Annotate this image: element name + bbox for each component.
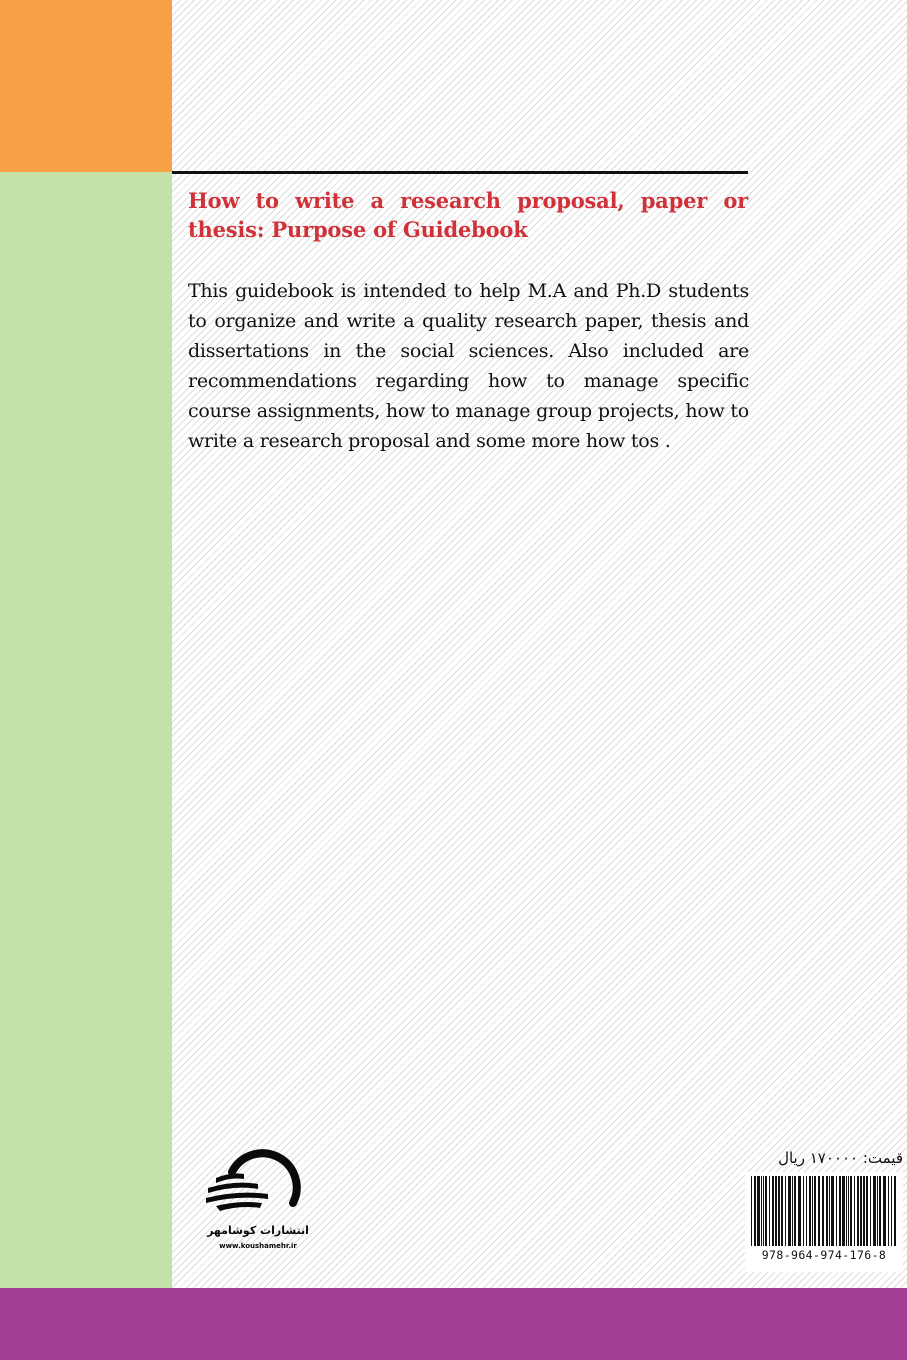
book-description: This guidebook is intended to help M.A and Ph.D students to organize and write a quality research paper, thesis and dissertations in the social sciences. Also included are recommendations regarding how to manage specific course assignments, how to manage group projects, how to write a research proposal and some more how tos . bbox=[188, 280, 749, 452]
barcode-bar bbox=[891, 1176, 892, 1246]
barcode-icon bbox=[749, 1176, 899, 1246]
barcode-bar bbox=[792, 1176, 793, 1246]
barcode-bar bbox=[866, 1176, 868, 1246]
barcode-bar bbox=[818, 1176, 820, 1246]
barcode-bar bbox=[842, 1176, 845, 1246]
barcode-bar bbox=[857, 1176, 859, 1246]
barcode-bar bbox=[848, 1176, 849, 1246]
barcode-bar bbox=[829, 1176, 830, 1246]
barcode-bar bbox=[809, 1176, 811, 1246]
price-label: قیمت: ۱۷۰۰۰۰ ریال bbox=[778, 1149, 903, 1167]
barcode-bar bbox=[877, 1176, 878, 1246]
barcode-bar bbox=[803, 1176, 804, 1246]
header-rule bbox=[172, 171, 748, 174]
barcode-bar bbox=[806, 1176, 807, 1246]
barcode-bar bbox=[775, 1176, 777, 1246]
barcode-bar bbox=[873, 1176, 876, 1246]
barcode-bar bbox=[850, 1176, 852, 1246]
barcode-bar bbox=[839, 1176, 841, 1246]
barcode-bar bbox=[822, 1176, 824, 1246]
barcode-bar bbox=[894, 1176, 896, 1246]
barcode-bar bbox=[814, 1176, 816, 1246]
barcode-bar bbox=[754, 1176, 756, 1246]
koushamehr-logo-icon bbox=[200, 1148, 310, 1258]
barcode-bar bbox=[863, 1176, 865, 1246]
barcode-bar bbox=[860, 1176, 862, 1246]
barcode-bar bbox=[778, 1176, 780, 1246]
isbn-number: 978-964-974-176-8 bbox=[761, 1248, 887, 1262]
green-side-strip bbox=[0, 172, 172, 1288]
barcode-bar bbox=[888, 1176, 889, 1246]
barcode-bar bbox=[883, 1176, 886, 1246]
barcode-bar bbox=[788, 1176, 791, 1246]
barcode-bar bbox=[765, 1176, 767, 1246]
barcode-bar bbox=[812, 1176, 813, 1246]
barcode-bar bbox=[785, 1176, 786, 1246]
barcode-bar bbox=[870, 1176, 871, 1246]
barcode-bar bbox=[831, 1176, 834, 1246]
publisher-name: انتشارات کوشامهر bbox=[207, 1224, 309, 1237]
barcode-bar bbox=[826, 1176, 828, 1246]
barcode-bar bbox=[761, 1176, 762, 1246]
isbn-barcode-box bbox=[745, 1172, 903, 1272]
barcode-bar bbox=[798, 1176, 801, 1246]
orange-color-block bbox=[0, 0, 172, 172]
book-title: How to write a research proposal, paper or thesis: Purpose of Guidebook bbox=[188, 188, 748, 242]
publisher-website: www.koushamehr.ir bbox=[219, 1242, 297, 1250]
barcode-bar bbox=[879, 1176, 881, 1246]
barcode-bar bbox=[781, 1176, 783, 1246]
barcode-bar bbox=[854, 1176, 855, 1246]
barcode-bar bbox=[772, 1176, 774, 1246]
barcode-bar bbox=[846, 1176, 847, 1246]
barcode-bar bbox=[794, 1176, 796, 1246]
barcode-bar bbox=[836, 1176, 837, 1246]
barcode-bar bbox=[751, 1176, 752, 1246]
barcode-bar bbox=[763, 1176, 764, 1246]
barcode-bar bbox=[757, 1176, 760, 1246]
barcode-bar bbox=[769, 1176, 770, 1246]
purple-bottom-band bbox=[0, 1288, 907, 1360]
